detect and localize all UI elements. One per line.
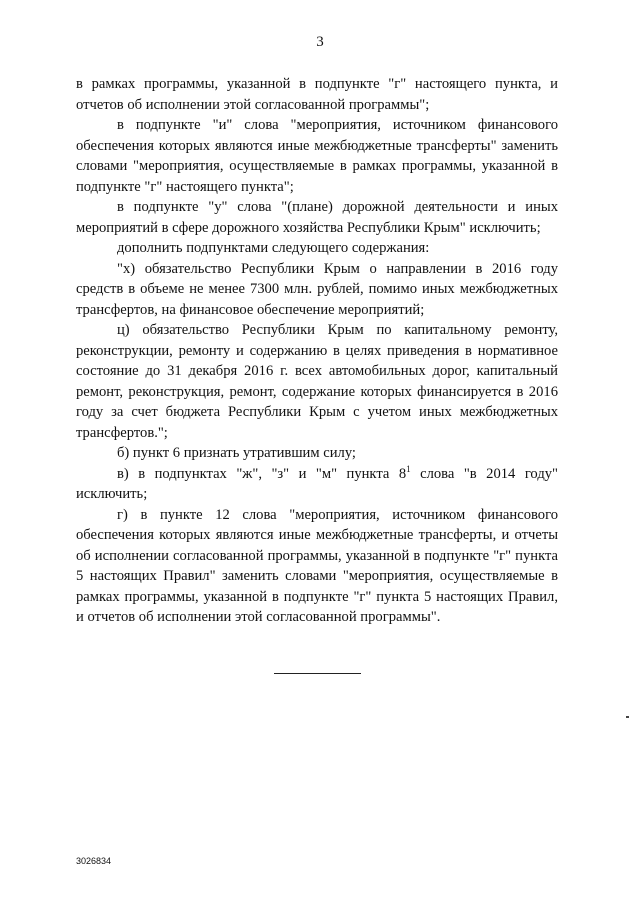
paragraph-item-v-after: слова "в 2014 году" исключить; (76, 465, 558, 502)
paragraph-item-v (76, 464, 558, 505)
end-rule-divider (274, 673, 361, 674)
superscript-one: 1 (406, 463, 411, 474)
scan-artifact-mark (626, 716, 629, 718)
paragraph-item-g: г) в пункте 12 слова "мероприятия, источником финансового обеспечения которых являются иные межбюджетные трансферты, и отчеты об исполнении согласованной программы, указанной в подпункте "г" пункта 5 настоящих Правил" заменить словами "мероприятия, осуществляемые в рамках программы, указанной в подпункте "г" пункта 5 настоящих Правил, и отчетов об исполнении этой согласованной программы". (76, 506, 558, 625)
paragraph-subitem-ts: ц) обязательство Республики Крым по капитальному ремонту, реконструкции, ремонту и содержанию в целях приведения в нормативное состояние до 31 декабря 2016 г. всех автомобильных дорог, капитальный ремонт, реконструкция, ремонт, содержание которых финансируется в 2016 году за счет бюджета Республики Крым с учетом иных межбюджетных трансфертов."; (76, 322, 558, 441)
paragraph-add-subitems: дополнить подпунктами следующего содержания: (117, 240, 430, 256)
paragraph-continuation: в рамках программы, указанной в подпункте "г" настоящего пункта, и отчетов об исполнении этой согласованной программы"; (76, 76, 558, 113)
document-body (76, 74, 558, 628)
paragraph-item-v-before: в) в подпунктах "ж", "з" и "м" пункта 8 (117, 465, 407, 482)
page-number: 3 (316, 34, 324, 50)
paragraph-subitem-i: в подпункте "и" слова "мероприятия, источником финансового обеспечения которых являются иные межбюджетные трансферты" заменить словами "мероприятия, осуществляемые в рамках программы, указанной в подпункте "г" настоящего пункта"; (76, 117, 558, 195)
paragraph-subitem-kh: "х) обязательство Республики Крым о направлении в 2016 году средств в объеме не менее 7300 млн. рублей, помимо иных межбюджетных трансфертов, на финансовое обеспечение мероприятий; (76, 260, 558, 318)
document-id: 3026834 (76, 856, 112, 866)
paragraph-item-b: б) пункт 6 признать утратившим силу; (117, 445, 356, 461)
paragraph-subitem-u: в подпункте "у" слова "(плане) дорожной деятельности и иных мероприятий в сфере дорожного хозяйства Республики Крым" исключить; (76, 199, 558, 236)
